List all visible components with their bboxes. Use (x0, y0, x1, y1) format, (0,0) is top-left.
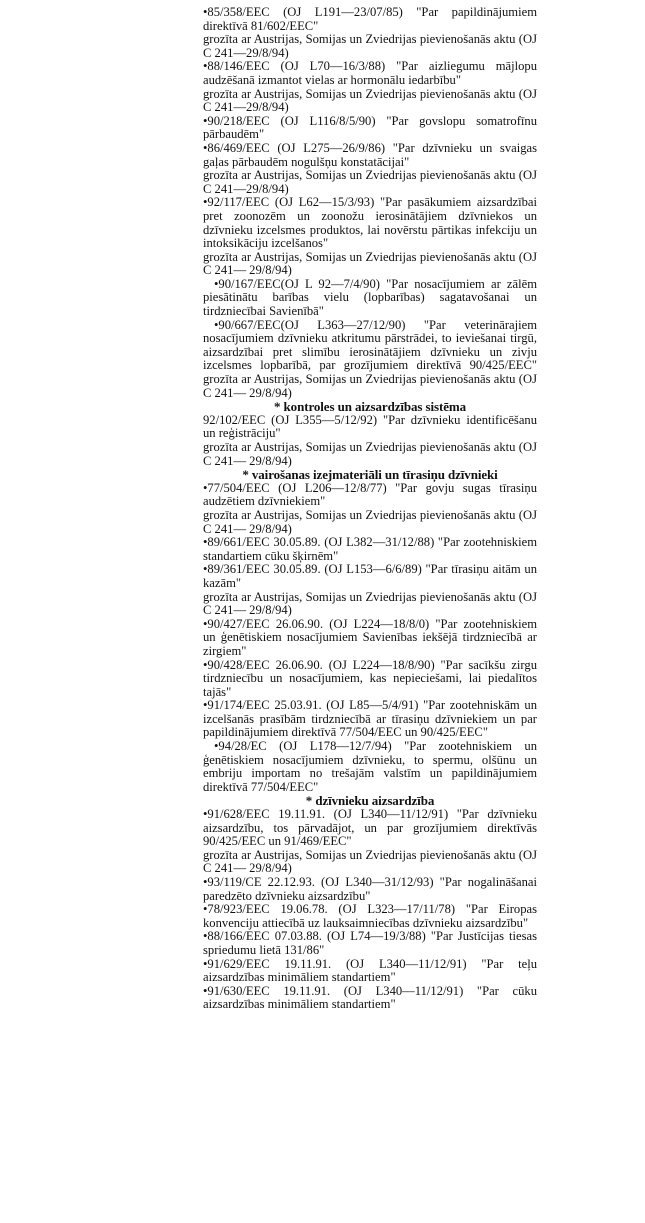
directive-entry: •91/630/EEC 19.11.91. (OJ L340—11/12/91) "Par cūku aizsardzības minimāliem standartiem" (203, 983, 537, 1012)
directive-entry: •88/166/EEC 07.03.88. (OJ L74—19/3/88) "Par Justīcijas tiesas spriedumu lietā 131/86" (203, 929, 537, 957)
directive-entry: •94/28/EC (OJ L178—12/7/94) "Par zootehniskiem un ģenētiskiem nosacījumiem dzīvnieku, to spermu, olšūnu un embriju importam no trešajām valstīm un papildinājumiem direktīvā 77/504/EEC" (203, 739, 537, 794)
directive-entry: grozīta ar Austrijas, Somijas un Zviedrijas pievienošanās aktu (OJ C 241—29/8/94) (203, 168, 537, 196)
directive-entry: •85/358/EEC (OJ L191—23/07/85) "Par papildinājumiem direktīvā 81/602/EEC" (203, 5, 537, 33)
directive-entry: grozīta ar Austrijas, Somijas un Zviedrijas pievienošanās aktu (OJ C 241—29/8/94) (203, 86, 537, 115)
directive-entry: •91/174/EEC 25.03.91. (OJ L85—5/4/91) "Par zootehniskām un izcelšanās prasībām tirdzniecībā ar tīrasiņu dzīvniekiem un par papildinājumiem direktīvā 77/504/EEC un 90/425/EEC" (203, 698, 537, 740)
directive-entry: grozīta ar Austrijas, Somijas un Zviedrijas pievienošanās aktu (OJ C 241— 29/8/94) (203, 847, 537, 876)
directive-entry: •92/117/EEC (OJ L62—15/3/93) "Par pasākumiem aizsardzībai pret zoonozēm un zoonožu ierosinātājiem dzīvniekos un dzīvnieku izcelsmes produktos, lai novērstu pārtikas infekciju un intoksikāciju izcelšanos" (203, 195, 537, 251)
directive-entry: •91/629/EEC 19.11.91. (OJ L340—11/12/91) "Par teļu aizsardzības minimāliem standartiem" (203, 956, 537, 985)
section-heading: * dzīvnieku aizsardzība (305, 793, 435, 809)
directive-entry: •89/661/EEC 30.05.89. (OJ L382—31/12/88) "Par zootehniskiem standartiem cūku šķirnēm" (203, 535, 537, 563)
directive-entry: •90/427/EEC 26.06.90. (OJ L224—18/8/0) "Par zootehniskiem un ģenētiskiem nosacījumiem Savienības iekšējā tirdzniecībā ar zirgiem" (203, 616, 537, 658)
section-heading: * vairošanas izejmateriāli un tīrasiņu dzīvnieki (242, 467, 498, 483)
directive-entry: •77/504/EEC (OJ L206—12/8/77) "Par govju sugas tīrasiņu audzētiem dzīvniekiem" (203, 480, 537, 509)
directive-entry: •90/218/EEC (OJ L116/8/5/90) "Par govslopu somatrofīnu pārbaudēm" (203, 113, 537, 142)
directive-entry: •88/146/EEC (OJ L70—16/3/88) "Par aizliegumu mājlopu audzēšanā izmantot vielas ar hormonālu iedarbību" (203, 59, 537, 87)
directive-entry: 92/102/EEC (OJ L355—5/12/92) "Par dzīvnieku identificēšanu un reģistrāciju" (203, 412, 537, 441)
directive-entry: grozīta ar Austrijas, Somijas un Zviedrijas pievienošanās aktu (OJ C 241— 29/8/94) (203, 440, 537, 468)
directive-entry: •89/361/EEC 30.05.89. (OJ L153—6/6/89) "Par tīrasiņu aitām un kazām" (203, 562, 537, 590)
directive-entry: •90/167/EEC(OJ L 92—7/4/90) "Par nosacījumiem ar zālēm piesātinātu barības vielu (lopbarības) sagatavošanai un tirdzniecībai Savienībā" (203, 276, 537, 319)
directive-entry: •78/923/EEC 19.06.78. (OJ L323—17/11/78) "Par Eiropas konvenciju attiecībā uz lauksaimniecības dzīvnieku aizsardzību" (203, 902, 537, 930)
document-column (203, 6, 537, 1012)
directive-entry: grozīta ar Austrijas, Somijas un Zviedrijas pievienošanās aktu (OJ C 241— 29/8/94) (203, 249, 537, 278)
directive-entry: grozīta ar Austrijas, Somijas un Zviedrijas pievienošanās aktu (OJ C 241— 29/8/94) (203, 507, 537, 536)
directive-entry: •93/119/CE 22.12.93. (OJ L340—31/12/93) "Par nogalināšanai paredzēto dzīvnieku aizsardzību" (203, 875, 537, 903)
directive-entry: grozīta ar Austrijas, Somijas un Zviedrijas pievienošanās aktu (OJ C 241—29/8/94) (203, 32, 537, 60)
directive-entry: •91/628/EEC 19.11.91. (OJ L340—11/12/91) "Par dzīvnieku aizsardzību, tos pārvadājot, un par grozījumiem direktīvās 90/425/EEC un 91/469/EEC" (203, 807, 537, 849)
directive-entry: •90/667/EEC(OJ L363—27/12/90) "Par veterinārajiem nosacījumiem dzīvnieku atkritumu pārstrādei, to ieviešanai tirgū, aizsardzībai pret slimību ierosinātājiem dzīvnieku un zivju izcelsmes lopbarībā, par grozījumiem direktīvā 90/425/EEC" grozīta ar Austrijas, Somijas un Zviedrijas pievienošanās aktu (OJ C 241— 29/8/94) (203, 317, 537, 400)
directive-entry: grozīta ar Austrijas, Somijas un Zviedrijas pievienošanās aktu (OJ C 241— 29/8/94) (203, 589, 537, 618)
section-heading: * kontroles un aizsardzības sistēma (274, 399, 466, 415)
directive-entry: •86/469/EEC (OJ L275—26/9/86) "Par dzīvnieku un svaigas gaļas pārbaudēm nogulšņu konstatācijai" (203, 140, 537, 169)
directive-entry: •90/428/EEC 26.06.90. (OJ L224—18/8/90) "Par sacīkšu zirgu tirdzniecību un nosacījumiem, kas nepieciešami, lai piedalītos tajās" (203, 657, 537, 699)
